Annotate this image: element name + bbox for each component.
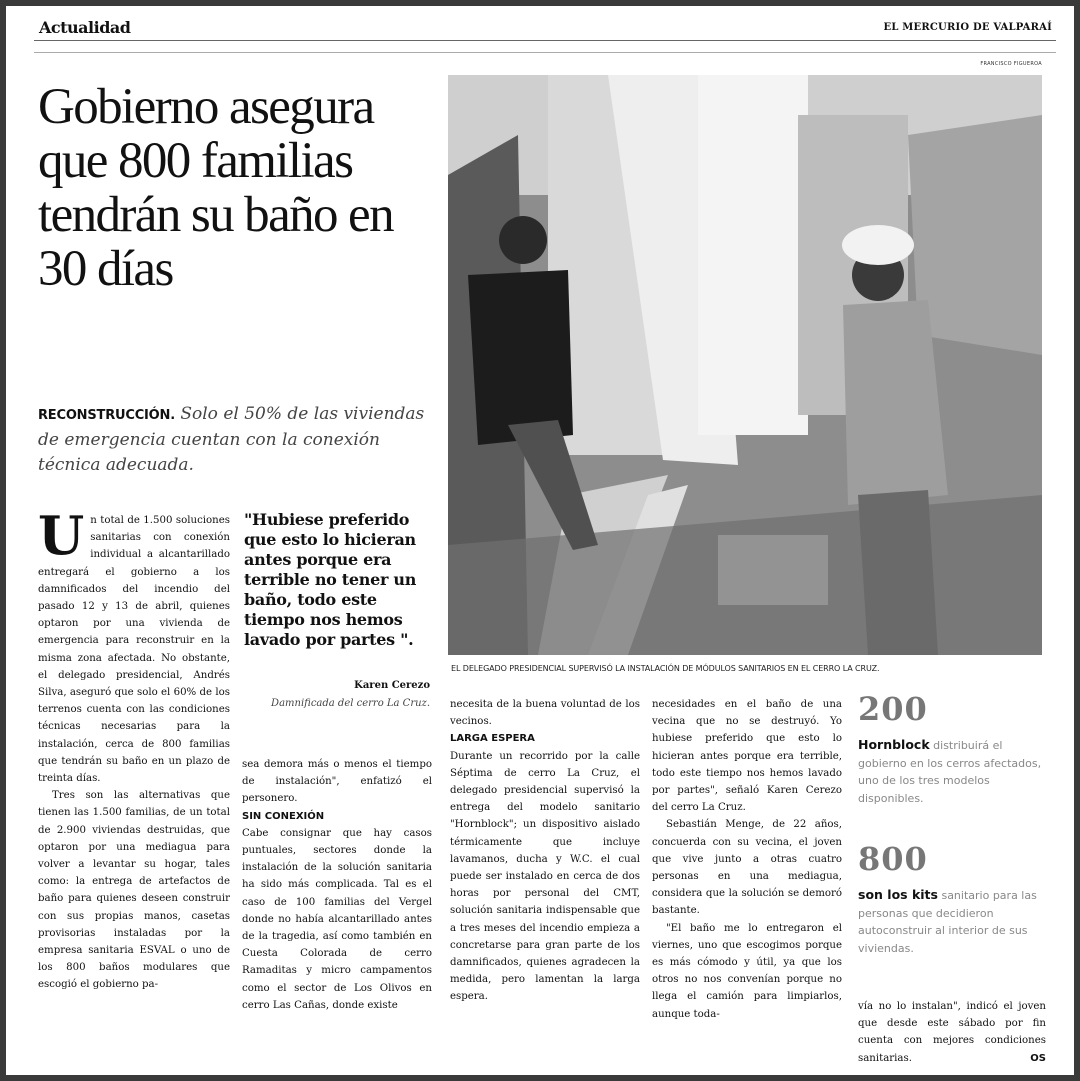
subhead-larga-espera: LARGA ESPERA	[450, 733, 535, 745]
deck-kicker: RECONSTRUCCIÓN.	[38, 408, 175, 423]
body-paragraph: necesita de la buena voluntad de los vecinos.	[450, 699, 640, 728]
stat-desc-800: sanitario para las personas que decidieron autoconstruir al interior de sus viviendas.	[858, 889, 1037, 955]
body-paragraph: sea demora más o menos el tiempo de instalación", enfatizó el personero.	[242, 759, 432, 805]
stat-text-800	[858, 886, 1048, 957]
stat-bold-200: Hornblock	[858, 737, 930, 752]
end-mark: OS	[1030, 1052, 1046, 1064]
photo-illustration	[448, 75, 1042, 655]
drop-cap: U	[38, 505, 85, 567]
body-paragraph: n total de 1.500 soluciones sanitarias con conexión individual a alcantarillado entregará el gobierno a los damnificados del incendio del pasado 12 y 13 de abril, quienes optaron por una vivienda de emergencia para reconstruir en la misma zona afectada. No obstante, el delegado presidencial, Andrés Silva, aseguró que solo el 60% de los terrenos cuenta con las condiciones técnicas necesarias para la instalación, cerca de 800 familias que tendrán su baño en un plazo de treinta días.	[38, 515, 230, 785]
body-paragraph: Durante un recorrido por la calle Séptima de cerro La Cruz, el delegado presidencial supervisó la entrega del modelo sanitario "Hornblock"; un dispositivo aislado térmicamente que incluye lavamanos, ducha y W.C. el cual puede ser instalado en cerca de dos horas por personal del CMT, solución sanitaria indispensable que a tres meses del incendio empieza a concretarse para gran parte de los damnificados, quienes agradecen la medida, pero lamentan la larga espera.	[450, 750, 640, 1003]
body-paragraph: Tres son las alternativas que tienen las 1.500 familias, de un total de 2.900 viviendas destruidas, que optaron por una mediagua para volver a levantar su hogar, tales como: la entrega de artefactos de baño para quienes deseen construir con sus propias manos, casetas provisorias instaladas por la empresa sanitaria ESVAL o uno de los 800 baños modulares que escogió el gobierno pa-	[38, 790, 230, 991]
stat-desc-200: distribuirá el gobierno en los cerros afectados, uno de los tres modelos disponibles.	[858, 739, 1042, 805]
newspaper-name: EL MERCURIO DE VALPARAÍ	[883, 22, 1052, 33]
quote-attribution-name: Karen Cerezo	[354, 680, 430, 691]
stat-bold-800: son los kits	[858, 887, 938, 902]
header-rule-secondary	[34, 52, 1056, 53]
body-column-3	[450, 696, 640, 1006]
subhead-sin-conexion: SIN CONEXIÓN	[242, 810, 325, 822]
header-rule	[34, 40, 1056, 41]
photo-caption: EL DELEGADO PRESIDENCIAL SUPERVISÓ LA INSTALACIÓN DE MÓDULOS SANITARIOS EN EL CERRO LA CRUZ.	[451, 664, 880, 673]
photo-credit: FRANCISCO FIGUEROA	[980, 61, 1042, 67]
body-paragraph: vía no lo instalan", indicó el joven que desde este sábado por fin cuenta con mejores condiciones sanitarias.	[858, 1001, 1046, 1064]
news-photo	[448, 75, 1042, 655]
body-paragraph: Cabe consignar que hay casos puntuales, sectores donde la instalación de la solución sanitaria ha sido más complicada. Tal es el caso de 100 familias del Vergel donde no había alcantarillado antes de la tragedia, así como también en Cuesta Colorada de cerro Ramaditas y micro campamentos como el sector de Los Olivos en cerro Las Cañas, donde existe	[242, 827, 432, 1011]
deck	[38, 402, 438, 478]
body-column-2	[242, 756, 432, 1014]
body-paragraph: "El baño me lo entregaron el viernes, uno que escogimos porque es más cómodo y útil, ya que los otros no nos convenían porque no llega el camión para limpiarlos, aunque toda-	[652, 922, 842, 1020]
body-column-1	[38, 505, 230, 994]
stat-number-200: 200	[858, 690, 928, 728]
body-column-5-end	[858, 998, 1046, 1067]
section-label: Actualidad	[39, 18, 131, 37]
pull-quote: "Hubiese preferido que esto lo hicieran antes porque era terrible no tener un baño, todo este tiempo nos hemos lavado por partes ".	[244, 510, 417, 649]
stat-number-800: 800	[858, 840, 928, 878]
body-paragraph: Sebastián Menge, de 22 años, concuerda con su vecina, el joven que vive junto a otras cuatro personas en una mediagua, considera que la solución se demoró bastante.	[652, 819, 842, 917]
quote-attribution-role: Damnificada del cerro La Cruz.	[271, 698, 430, 709]
headline: Gobierno asegura que 800 familias tendrán su baño en 30 días	[38, 79, 393, 297]
body-column-4	[652, 696, 842, 1023]
deck-subtitle: Solo el 50% de las viviendas de emergencia cuentan con la conexión técnica adecuada.	[38, 404, 425, 475]
body-paragraph: necesidades en el baño de una vecina que no se destruyó. Yo hubiese preferido que esto lo hicieran antes porque era terrible, todo este tiempo nos hemos lavado por partes", señaló Karen Cerezo del cerro La Cruz.	[652, 699, 842, 814]
stat-text-200	[858, 736, 1048, 807]
